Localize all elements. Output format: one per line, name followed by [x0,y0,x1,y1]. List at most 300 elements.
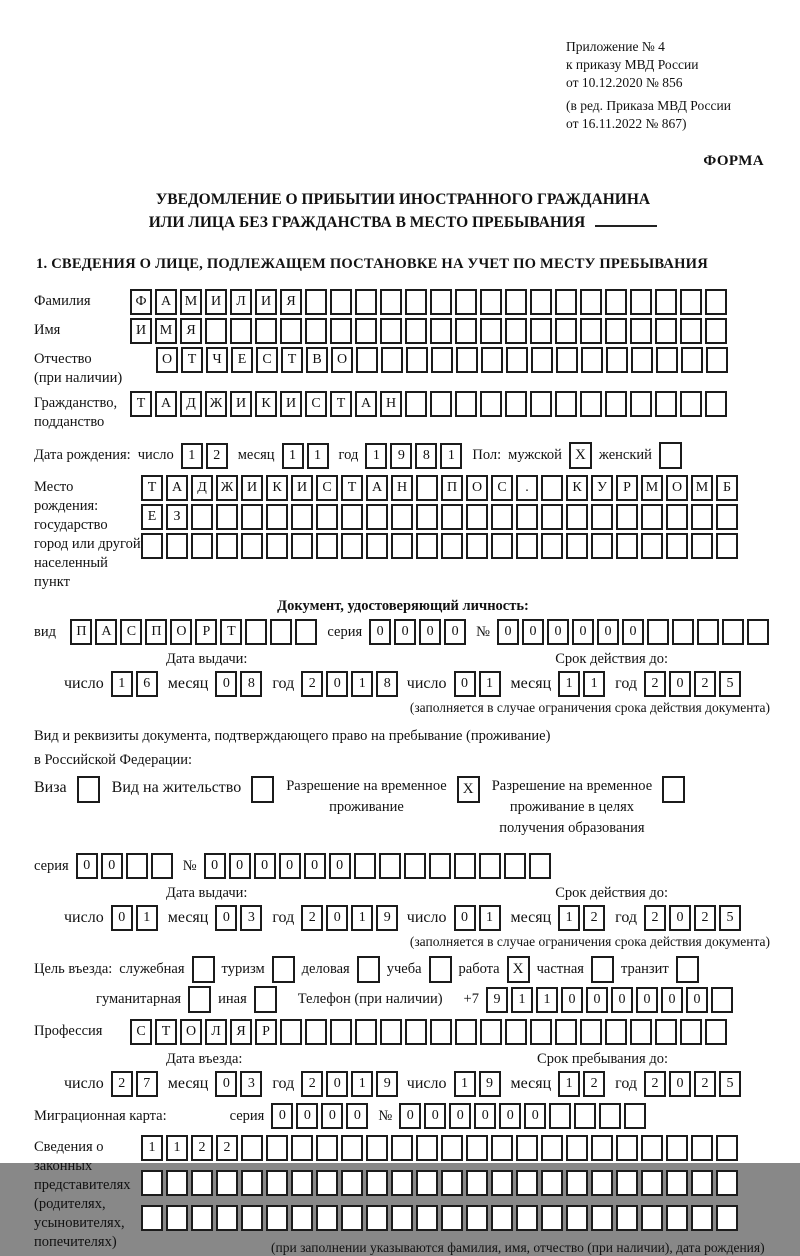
issue-month-cells [215,671,265,697]
char-cell: Н [391,475,413,501]
char-cell: Р [255,1019,277,1045]
char-cell: Я [280,289,302,315]
char-cell: 2 [694,1071,716,1097]
char-cell: 5 [719,905,741,931]
char-cell [705,1019,727,1045]
female-checkbox [659,442,682,469]
char-cell: Я [180,318,202,344]
char-cell [441,1170,463,1196]
residence-issue-group: число 0 1 месяц 0 3 год 2 0 1 9 [64,905,401,931]
char-cell: П [145,619,167,645]
surname-cells [130,289,730,315]
char-cell [366,533,388,559]
char-cell [266,1170,288,1196]
section1-heading: 1. СВЕДЕНИЯ О ЛИЦЕ, ПОДЛЕЖАЩЕМ ПОСТАНОВКЕ НА УЧЕТ ПО МЕСТУ ПРЕБЫВАНИЯ [36,256,708,272]
char-cell [404,853,426,879]
char-cell [630,1019,652,1045]
day-label: число [137,447,174,463]
char-cell: 1 [136,905,158,931]
char-cell [504,853,526,879]
char-cell: 3 [240,905,262,931]
char-cell [616,1135,638,1161]
char-cell [647,619,669,645]
char-cell [566,504,588,530]
char-cell: Р [616,475,638,501]
char-cell [530,391,552,417]
purpose-label: Цель въезда: [34,961,113,977]
char-cell [466,504,488,530]
char-cell [266,504,288,530]
char-cell [241,1135,263,1161]
char-cell: К [255,391,277,417]
form-title-line2: ИЛИ ЛИЦА БЕЗ ГРАЖДАНСТВА В МЕСТО ПРЕБЫВАНИЯ [148,214,586,231]
char-cell: Н [380,391,402,417]
char-cell: 0 [279,853,301,879]
profession-row [34,1019,772,1045]
doc-number-label: № [476,623,490,640]
char-cell: 0 [561,987,583,1013]
char-cell: 2 [644,671,666,697]
char-cell: Т [141,475,163,501]
char-cell [705,391,727,417]
char-cell: О [156,347,178,373]
citizenship-cells [130,391,730,417]
char-cell: 0 [449,1103,471,1129]
char-cell [505,318,527,344]
char-cell [316,1205,338,1231]
char-cell [270,619,292,645]
char-cell [166,533,188,559]
residence-valid-caption: Срок действия до: [555,885,668,901]
char-cell: 0 [454,905,476,931]
char-cell: 0 [304,853,326,879]
doc-series-cells [369,619,469,645]
char-cell [516,504,538,530]
representatives-label: Сведения о законных представителях (родителях, усыновителях, попечителях) [34,1139,131,1250]
char-cell [441,1135,463,1161]
char-cell: 5 [719,671,741,697]
char-cell [680,1019,702,1045]
char-cell [716,504,738,530]
char-cell [366,1135,388,1161]
patronymic-label: Отчество (при наличии) [34,351,123,386]
char-cell: 1 [583,671,605,697]
char-cell [245,619,267,645]
char-cell [316,1135,338,1161]
char-cell [491,1135,513,1161]
char-cell [391,533,413,559]
surname-label: Фамилия [34,293,91,309]
char-cell [354,853,376,879]
char-cell: 0 [419,619,441,645]
char-cell: С [305,391,327,417]
char-cell [616,1205,638,1231]
char-cell [641,1135,663,1161]
char-cell: 0 [686,987,708,1013]
residence-validity-note: (заполняется в случае ограничения срока действия документа) [409,934,770,949]
char-cell [430,1019,452,1045]
char-cell: 1 [454,1071,476,1097]
form-title-line1: УВЕДОМЛЕНИЕ О ПРИБЫТИИ ИНОСТРАННОГО ГРАЖДАНИНА [155,191,651,208]
char-cell [391,1170,413,1196]
char-cell: 0 [271,1103,293,1129]
char-cell: 1 [181,443,203,469]
char-cell: 0 [111,905,133,931]
char-cell [416,533,438,559]
char-cell [580,289,602,315]
residence-issue-month-cells [215,905,265,931]
option-visa: Виза [34,776,100,803]
char-cell: О [331,347,353,373]
char-cell [305,318,327,344]
char-cell: 1 [365,443,387,469]
char-cell: Л [205,1019,227,1045]
purpose-private-checkbox [591,956,614,983]
char-cell: С [316,475,338,501]
char-cell [516,1170,538,1196]
valid-day-cells [454,671,504,697]
char-cell [580,318,602,344]
char-cell [266,533,288,559]
char-cell: 0 [622,619,644,645]
char-cell [655,1019,677,1045]
char-cell [672,619,694,645]
char-cell [491,1205,513,1231]
char-cell: 0 [296,1103,318,1129]
char-cell [697,619,719,645]
char-cell [295,619,317,645]
char-cell: 0 [669,1071,691,1097]
char-cell: Т [130,391,152,417]
char-cell [574,1103,596,1129]
char-cell [541,1170,563,1196]
residence-valid-group: число 0 1 месяц 1 2 год 2 0 2 5 [407,905,744,931]
char-cell: А [155,391,177,417]
char-cell [341,1170,363,1196]
char-cell [580,391,602,417]
char-cell: 0 [586,987,608,1013]
char-cell [591,1205,613,1231]
char-cell [605,289,627,315]
char-cell [291,1170,313,1196]
char-cell [691,504,713,530]
char-cell [380,318,402,344]
char-cell [716,1170,738,1196]
valid-year-cells [644,671,744,697]
char-cell [416,504,438,530]
stay-year-cells [644,1071,744,1097]
char-cell: И [255,289,277,315]
char-cell [466,1170,488,1196]
char-cell [505,391,527,417]
char-cell [430,318,452,344]
char-cell [555,318,577,344]
char-cell [141,533,163,559]
residence-doc-series-row [34,853,772,879]
birth-month-cells [282,443,332,469]
char-cell: 0 [215,905,237,931]
char-cell: 2 [694,671,716,697]
char-cell [616,1170,638,1196]
char-cell [530,318,552,344]
stay-day-cells [454,1071,504,1097]
form-title [34,188,772,234]
char-cell [555,1019,577,1045]
char-cell [466,533,488,559]
char-cell: К [566,475,588,501]
char-cell: 2 [206,443,228,469]
residence-series-cells [76,853,176,879]
char-cell: 0 [76,853,98,879]
char-cell [191,1170,213,1196]
char-cell: 2 [111,1071,133,1097]
char-cell: 0 [326,905,348,931]
entry-month-cells [215,1071,265,1097]
char-cell: Р [195,619,217,645]
char-cell: 0 [215,1071,237,1097]
entry-date-group: число 2 7 месяц 0 3 год 2 0 1 9 [64,1071,401,1097]
char-cell: О [666,475,688,501]
char-cell [241,1205,263,1231]
char-cell: 0 [229,853,251,879]
char-cell: 9 [486,987,508,1013]
char-cell: 0 [394,619,416,645]
birthdate-label: Дата рождения: [34,447,131,463]
char-cell [705,289,727,315]
char-cell: 0 [321,1103,343,1129]
char-cell [541,1205,563,1231]
option-temp-residence: Разрешение на временное проживание X [286,776,479,818]
stay-until-group: число 1 9 месяц 1 2 год 2 0 2 5 [407,1071,744,1097]
char-cell [530,289,552,315]
char-cell [481,347,503,373]
option-residence-permit: Вид на жительство [112,776,275,803]
char-cell [531,347,553,373]
char-cell: 3 [240,1071,262,1097]
char-cell: 2 [694,905,716,931]
char-cell [630,391,652,417]
char-cell: Т [155,1019,177,1045]
char-cell [126,853,148,879]
char-cell: С [491,475,513,501]
phone-label: Телефон (при наличии) [297,991,443,1007]
migration-number-cells [399,1103,649,1129]
doc-number-cells [497,619,772,645]
char-cell [491,504,513,530]
char-cell: 2 [191,1135,213,1161]
annex-line: от 16.11.2022 № 867) [566,116,687,131]
char-cell [266,1135,288,1161]
char-cell: 0 [215,671,237,697]
char-cell: 9 [390,443,412,469]
char-cell [455,289,477,315]
char-cell [555,289,577,315]
char-cell [405,1019,427,1045]
char-cell: О [180,1019,202,1045]
char-cell [441,1205,463,1231]
char-cell [530,1019,552,1045]
purpose-business-checkbox [192,956,215,983]
char-cell [655,391,677,417]
char-cell [580,1019,602,1045]
char-cell [280,318,302,344]
char-cell [366,504,388,530]
char-cell: 8 [240,671,262,697]
char-cell: 1 [479,905,501,931]
char-cell [616,504,638,530]
char-cell [581,347,603,373]
char-cell [516,1135,538,1161]
char-cell [666,1205,688,1231]
char-cell [630,318,652,344]
char-cell [666,533,688,559]
migration-card-label: Миграционная карта: [34,1107,167,1124]
char-cell: Т [281,347,303,373]
char-cell [566,1170,588,1196]
char-cell [230,318,252,344]
char-cell [381,347,403,373]
char-cell: 0 [326,671,348,697]
stay-month-cells [558,1071,608,1097]
residence-doc-options [34,776,772,839]
char-cell: 1 [351,905,373,931]
char-cell [691,1170,713,1196]
char-cell: 1 [440,443,462,469]
char-cell: 0 [497,619,519,645]
givenname-label: Имя [34,322,61,338]
annex-line: от 10.12.2020 № 856 [566,75,683,90]
char-cell: Т [341,475,363,501]
char-cell: У [591,475,613,501]
char-cell: И [280,391,302,417]
purpose-other-checkbox [254,986,277,1013]
char-cell: 0 [474,1103,496,1129]
residence-doc-intro: Вид и реквизиты документа, подтверждающего право на пребывание (проживание) в Российской Федерации: [34,728,551,768]
char-cell [691,533,713,559]
valid-until-caption: Срок действия до: [555,651,668,667]
char-cell [391,504,413,530]
char-cell [355,1019,377,1045]
char-cell [305,289,327,315]
char-cell: 9 [376,905,398,931]
char-cell [479,853,501,879]
char-cell [291,504,313,530]
char-cell: 9 [479,1071,501,1097]
char-cell: 0 [254,853,276,879]
char-cell: 1 [111,671,133,697]
identity-doc-heading: Документ, удостоверяющий личность: [277,598,529,614]
char-cell [516,533,538,559]
char-cell [216,504,238,530]
char-cell [655,289,677,315]
char-cell [355,289,377,315]
char-cell [430,289,452,315]
char-cell [566,1135,588,1161]
representatives-cells-1 [141,1135,765,1161]
char-cell [441,533,463,559]
purpose-work-checkbox: X [507,956,530,983]
annex-block [566,38,766,133]
residence-issue-caption: Дата выдачи: [166,885,248,901]
char-cell [330,1019,352,1045]
char-cell [641,504,663,530]
char-cell [216,1205,238,1231]
char-cell: 0 [547,619,569,645]
char-cell: 0 [424,1103,446,1129]
char-cell: Ч [206,347,228,373]
annex-line: к приказу МВД России [566,57,699,72]
char-cell: 0 [524,1103,546,1129]
char-cell: Д [191,475,213,501]
char-cell [341,533,363,559]
char-cell [505,1019,527,1045]
char-cell [691,1205,713,1231]
char-cell [316,1170,338,1196]
visa-checkbox [77,776,100,803]
char-cell: З [166,504,188,530]
char-cell [599,1103,621,1129]
char-cell [541,533,563,559]
citizenship-label: Гражданство, подданство [34,395,118,430]
residence-number-label: № [182,857,197,874]
doc-series-label: серия [327,623,363,640]
char-cell: О [466,475,488,501]
char-cell: 2 [583,1071,605,1097]
char-cell: Т [220,619,242,645]
char-cell: М [691,475,713,501]
char-cell: С [256,347,278,373]
char-cell [291,1205,313,1231]
char-cell: 1 [351,671,373,697]
char-cell: 2 [644,905,666,931]
char-cell [405,318,427,344]
char-cell: Ж [205,391,227,417]
char-cell [216,1170,238,1196]
char-cell: 6 [136,671,158,697]
char-cell [305,1019,327,1045]
char-cell [680,391,702,417]
char-cell [555,391,577,417]
char-cell [266,1205,288,1231]
char-cell [291,533,313,559]
char-cell [455,391,477,417]
char-cell [705,318,727,344]
char-cell: 2 [583,905,605,931]
identity-dates [34,651,772,716]
char-cell: 1 [558,1071,580,1097]
char-cell: С [130,1019,152,1045]
char-cell: А [155,289,177,315]
char-cell: 9 [376,1071,398,1097]
char-cell: А [95,619,117,645]
char-cell [480,391,502,417]
char-cell [341,1205,363,1231]
identity-doc-row [34,619,772,645]
char-cell [680,289,702,315]
char-cell: 0 [499,1103,521,1129]
char-cell: М [180,289,202,315]
citizenship-row [34,391,772,432]
issue-day-cells [111,671,161,697]
char-cell [416,1170,438,1196]
char-cell: В [306,347,328,373]
char-cell [391,1205,413,1231]
char-cell: 2 [301,905,323,931]
char-cell: 0 [611,987,633,1013]
givenname-row [34,318,772,344]
residence-series-label: серия [34,857,69,874]
char-cell: 1 [282,443,304,469]
